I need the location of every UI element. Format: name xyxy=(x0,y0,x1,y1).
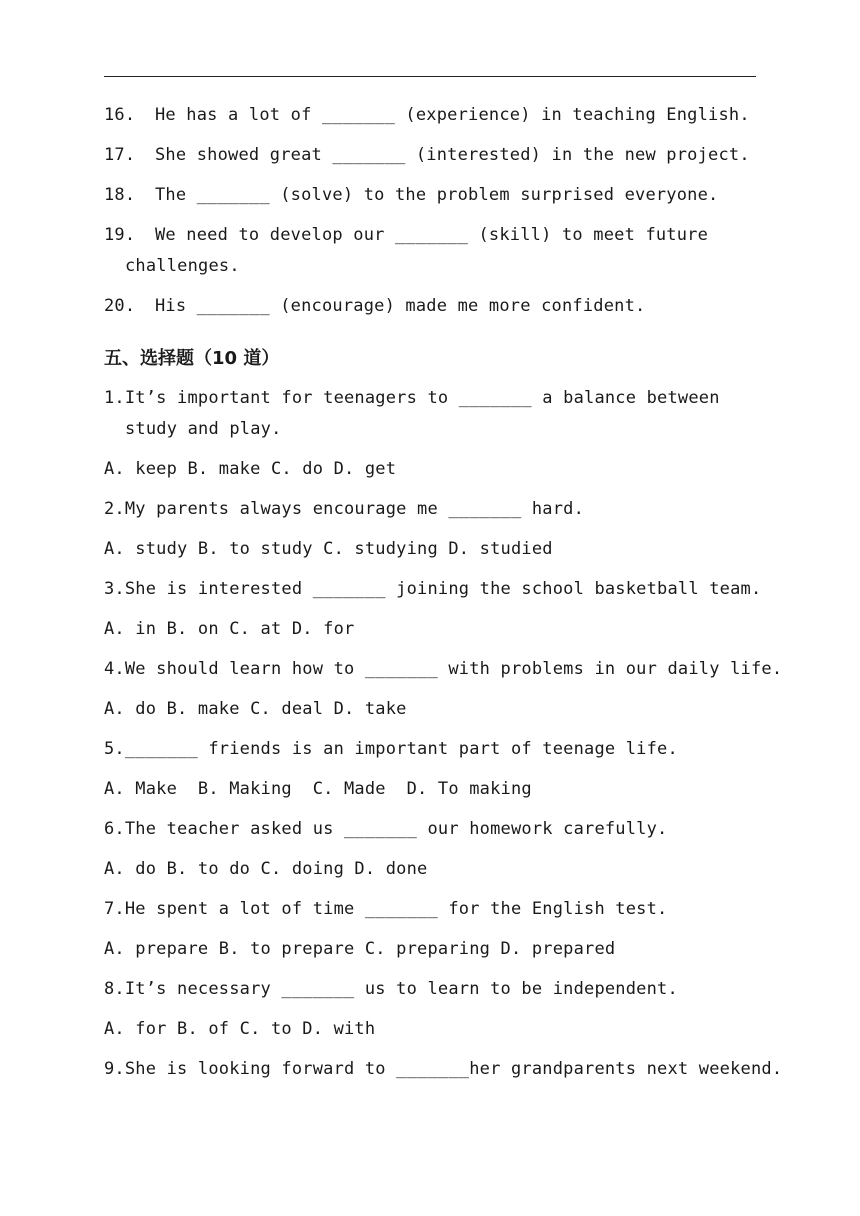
fill-in-question xyxy=(104,100,760,140)
header-rule xyxy=(104,76,756,77)
mc-question-text: 4.We should learn how to _______ with problems in our daily life. xyxy=(104,659,783,679)
question-number: 16. xyxy=(104,105,136,125)
mc-question-text: 8.It’s necessary _______ us to learn to be independent. xyxy=(104,979,678,999)
mc-question-text: 9.She is looking forward to _______her grandparents next weekend. xyxy=(104,1059,783,1079)
mc-question-stem: 1.It’s important for teenagers to _______ a balance between xyxy=(104,388,720,408)
fill-in-question xyxy=(104,291,760,331)
question-text: His _______ (encourage) made me more confident. xyxy=(155,296,646,316)
question-text: We need to develop our _______ (skill) to meet future xyxy=(155,225,709,245)
mc-question-text: 7.He spent a lot of time _______ for the English test. xyxy=(104,899,668,919)
question-text-continuation: challenges. xyxy=(125,256,240,276)
fill-in-question xyxy=(104,220,760,282)
section-title: 五、选择题（10 道） xyxy=(104,348,280,369)
page-content xyxy=(104,100,783,1094)
mc-options: A. for B. of C. to D. with xyxy=(104,1019,376,1039)
mc-question-text: 2.My parents always encourage me _______ hard. xyxy=(104,499,585,519)
mc-options: A. do B. to do C. doing D. done xyxy=(104,859,428,879)
mc-options: A. in B. on C. at D. for xyxy=(104,619,355,639)
fill-in-question xyxy=(104,180,760,220)
mc-question-text: 3.She is interested _______ joining the school basketball team. xyxy=(104,579,762,599)
mc-options: A. study B. to study C. studying D. studied xyxy=(104,539,553,559)
mc-options: A. do B. make C. deal D. take xyxy=(104,699,407,719)
question-text: He has a lot of _______ (experience) in teaching English. xyxy=(155,105,750,125)
question-number: 19. xyxy=(104,225,136,245)
mc-question-text xyxy=(104,383,760,445)
mc-question-continuation: study and play. xyxy=(125,419,282,439)
fill-in-question xyxy=(104,140,760,180)
mc-question-text: 6.The teacher asked us _______ our homework carefully. xyxy=(104,819,668,839)
mc-options: A. prepare B. to prepare C. preparing D. prepared xyxy=(104,939,616,959)
question-text: The _______ (solve) to the problem surprised everyone. xyxy=(155,185,719,205)
mc-options: A. Make B. Making C. Made D. To making xyxy=(104,779,532,799)
question-text: She showed great _______ (interested) in the new project. xyxy=(155,145,750,165)
question-number: 20. xyxy=(104,296,136,316)
mc-question xyxy=(104,383,760,445)
question-number: 18. xyxy=(104,185,136,205)
question-number: 17. xyxy=(104,145,136,165)
mc-question-text: 5._______ friends is an important part of teenage life. xyxy=(104,739,678,759)
mc-options: A. keep B. make C. do D. get xyxy=(104,459,397,479)
